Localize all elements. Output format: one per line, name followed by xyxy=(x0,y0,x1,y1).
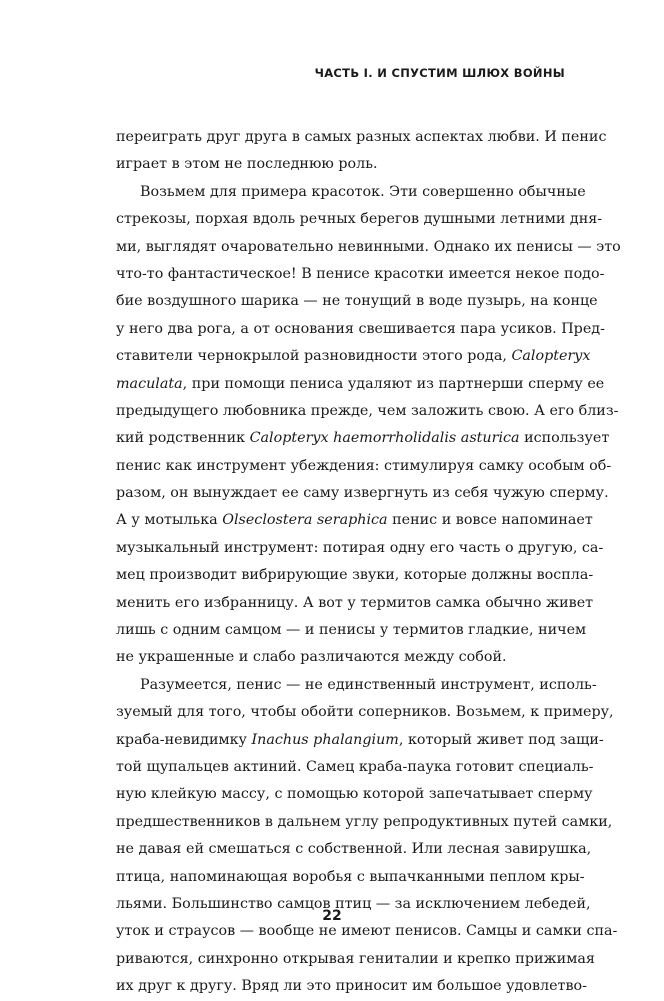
text-line xyxy=(116,507,593,534)
text-line xyxy=(116,151,565,178)
text-line xyxy=(116,946,595,973)
text-line xyxy=(116,590,594,617)
italic-term: Olseclostera seraphica xyxy=(222,512,388,529)
text-line xyxy=(116,672,597,699)
text-run: уток и страусов — вообще не имеют пенисов. Самцы и самки спа- xyxy=(116,923,618,940)
text-run: не украшенные и слабо различаются между собой. xyxy=(116,649,507,666)
text-run: ми, выглядят очаровательно невинными. Однако их пенисы — это xyxy=(116,238,621,255)
paragraph xyxy=(116,124,607,179)
page-number: 22 xyxy=(322,908,342,924)
text-run: предыдущего любовника прежде, чем заложить свою. А его близ- xyxy=(116,402,619,419)
text-line xyxy=(116,836,592,863)
text-line xyxy=(116,727,604,754)
text-run: ную клейкую массу, с помощью которой запечатывает сперму xyxy=(116,786,593,803)
text-line xyxy=(116,261,605,288)
text-run: их друг к другу. Вряд ли это приносит им большое удовлетво- xyxy=(116,978,587,995)
text-line xyxy=(116,453,612,480)
paragraph xyxy=(116,179,621,672)
text-line xyxy=(116,124,607,151)
text-run: зуемый для того, чтобы обойти соперников. Возьмем, к примеру, xyxy=(116,704,614,721)
text-line xyxy=(116,781,593,808)
text-run: использует xyxy=(519,430,610,447)
text-line xyxy=(116,316,605,343)
italic-term: maculata xyxy=(116,375,183,392)
text-line xyxy=(116,809,613,836)
text-line xyxy=(116,480,609,507)
text-run: не давая ей смешаться с собственной. Или лесная завирушка, xyxy=(116,841,592,858)
text-line xyxy=(116,617,587,644)
text-run: стрекозы, порхая вдоль речных берегов душными летними дня- xyxy=(116,211,603,228)
text-run: птица, напоминающая воробья с выпачканными пеплом кры- xyxy=(116,868,585,885)
text-run: краба-невидимку xyxy=(116,731,252,748)
text-line xyxy=(116,864,585,891)
text-run: мец производит вибрирующие звуки, которые должны воспла- xyxy=(116,567,594,584)
text-run: лишь с одним самцом — и пенисы у термитов гладкие, ничем xyxy=(116,622,587,639)
text-run: той щупальцев актиний. Самец краба-паука готовит специаль- xyxy=(116,758,594,775)
text-run: разом, он вынуждает ее саму извергнуть из себя чужую сперму. xyxy=(116,485,609,502)
text-run: , который живет под защи- xyxy=(398,731,604,748)
text-run: пенис как инструмент убеждения: стимулируя самку особым об- xyxy=(116,457,612,474)
running-head: ЧАСТЬ I. И СПУСТИМ ШЛЮХ ВОЙНЫ xyxy=(314,66,565,80)
text-run: А у мотылька xyxy=(116,512,223,529)
text-line xyxy=(116,288,598,315)
text-run: бие воздушного шарика — не тонущий в воде пузырь, на конце xyxy=(116,293,598,310)
text-line xyxy=(116,562,594,589)
text-run: переиграть друг друга в самых разных аспектах любви. И пенис xyxy=(116,129,607,145)
text-run: музыкальный инструмент: потирая одну его часть о другую, са- xyxy=(116,539,604,556)
text-line xyxy=(116,371,605,398)
text-line xyxy=(116,179,586,206)
text-run: Разумеется, пенис — не единственный инструмент, исполь- xyxy=(140,676,597,693)
text-line xyxy=(116,644,565,671)
paragraph xyxy=(116,672,618,1001)
text-run: менить его избранницу. А вот у термитов самка обычно живет xyxy=(116,594,594,611)
text-run: ставители чернокрылой разновидности этого рода, xyxy=(116,348,512,365)
text-run: играет в этом не последнюю роль. xyxy=(116,156,378,173)
text-line xyxy=(116,535,604,562)
italic-term: Calopteryx xyxy=(511,348,591,365)
text-run: предшественников в дальнем углу репродуктивных путей самки, xyxy=(116,813,613,830)
text-line xyxy=(116,398,619,425)
body-text xyxy=(116,124,621,1001)
text-line xyxy=(116,973,587,1000)
italic-term: Inachus phalangium xyxy=(251,731,399,748)
text-line xyxy=(116,206,603,233)
text-run: пенис и вовсе напоминает xyxy=(387,512,593,529)
text-line xyxy=(116,699,614,726)
text-run: у него два рога, а от основания свешивается пара усиков. Пред- xyxy=(116,320,605,337)
text-run: кий родственник xyxy=(116,430,250,447)
text-line xyxy=(116,343,591,370)
text-line xyxy=(116,754,594,781)
text-run: , при помощи пениса удаляют из партнерши сперму ее xyxy=(182,375,605,392)
italic-term: Calopteryx haemorrholidalis asturica xyxy=(249,430,520,447)
text-run: риваются, синхронно открывая гениталии и крепко прижимая xyxy=(116,950,595,967)
text-line xyxy=(116,234,621,261)
text-run: Возьмем для примера красоток. Эти совершенно обычные xyxy=(140,183,586,200)
text-run: льями. Большинство самцов птиц — за исключением лебедей, xyxy=(116,895,591,912)
text-run: что-то фантастическое! В пенисе красотки имеется некое подо- xyxy=(116,265,605,282)
text-line xyxy=(116,425,610,452)
